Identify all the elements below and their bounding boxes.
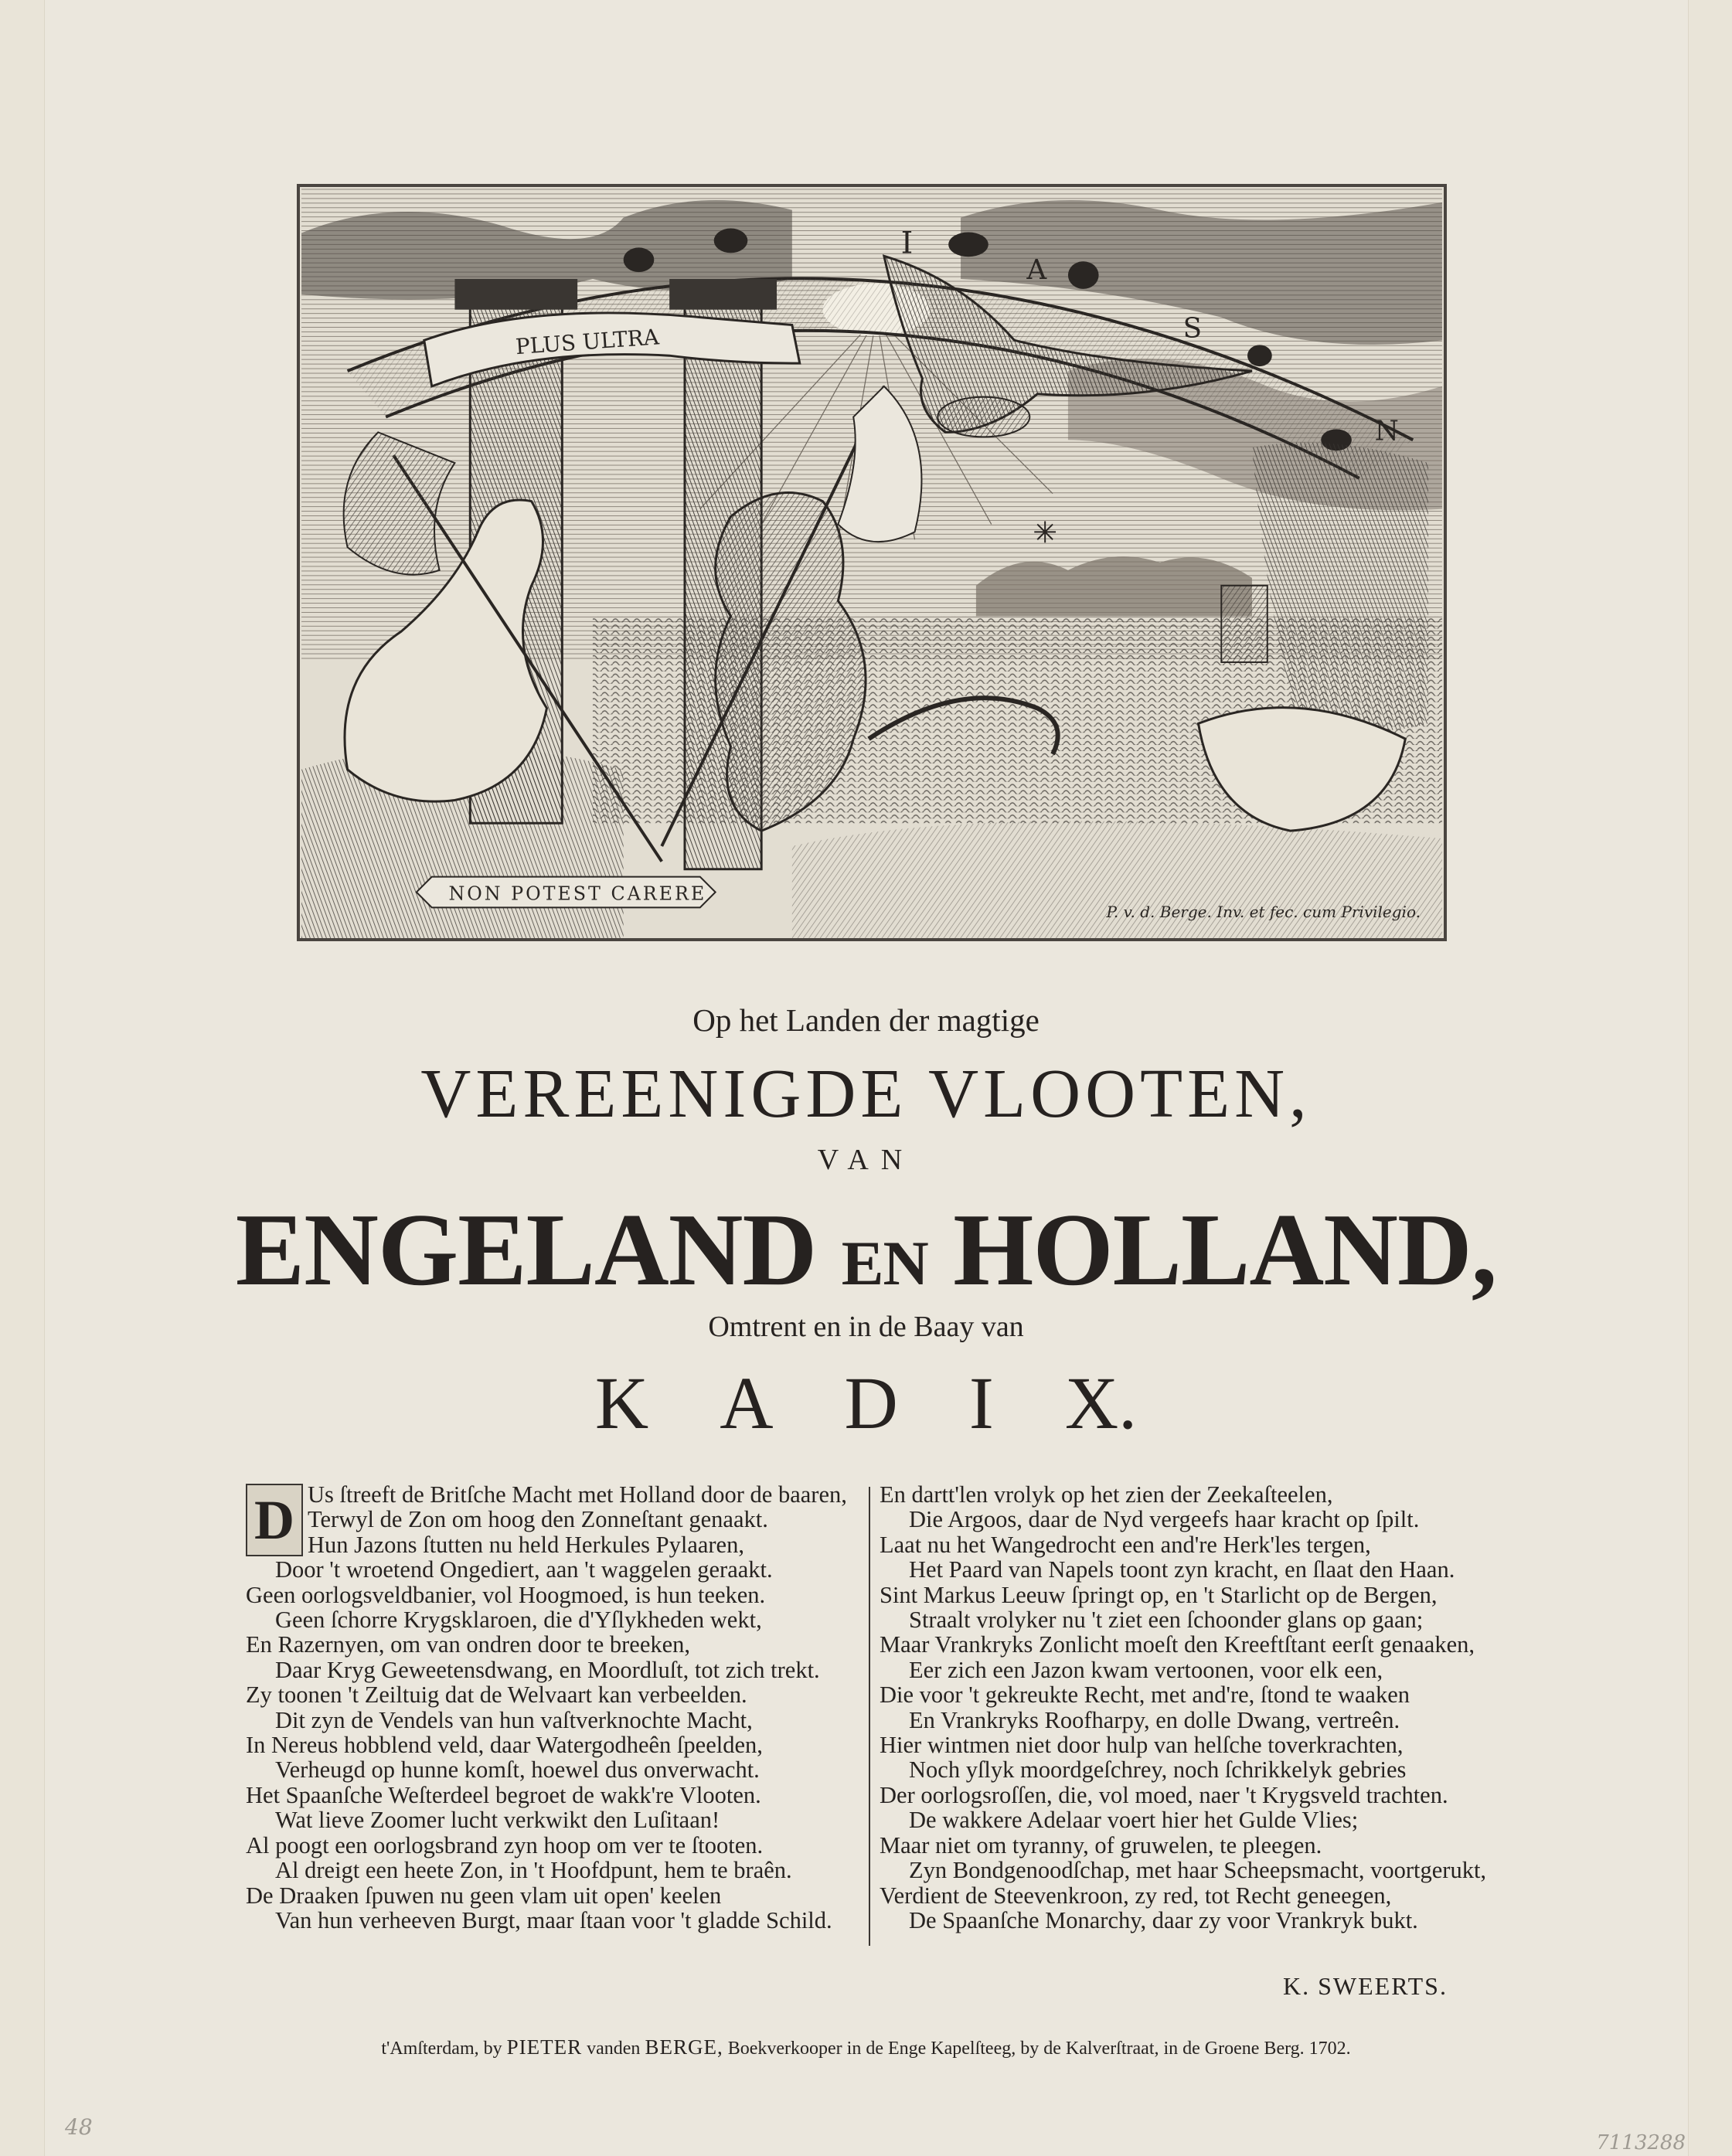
poem-line: Geen oorlogsveldbanier, vol Hoogmoed, is hun teeken. [246,1581,766,1608]
title-england: ENGELAND [235,1192,817,1307]
zodiac-sign [1068,261,1099,289]
poem-line: En Razernyen, om van ondren door te breeken, [246,1631,691,1658]
poem-line: Al poogt een oorlogsbrand zyn hoop om ver te ſtooten. [246,1831,764,1858]
castle [1221,586,1268,662]
poem-line: Van hun verheeven Burgt, maar ſtaan voor 't gladde Schild. [275,1906,832,1933]
pillar-right-capital [669,279,777,310]
poem-line: En Vrankryks Roofharpy, en dolle Dwang, vertreên. [909,1706,1400,1733]
poem [246,1482,1496,1954]
motto-text: NON POTEST CARERE [448,882,707,905]
imprint-mid: vanden [587,2039,641,2059]
imprint-printer: PIETER [506,2035,583,2059]
poem-line: En dartt'len vrolyk op het zien der Zeekaſteelen, [880,1481,1333,1508]
poem-line: Wat lieve Zoomer lucht verkwikt den Luſitaan! [275,1807,720,1834]
pillar-left-capital [454,279,577,310]
poem-line: Us ſtreeft de Britſche Macht met Holland door de baaren, [308,1481,847,1508]
poem-line: Eer zich een Jazon kwam vertoonen, voor elk een, [909,1656,1383,1683]
zodiac-sign [624,247,655,272]
zodiac-sign [948,233,988,257]
title-en: EN [841,1228,928,1298]
poem-line: De Draaken ſpuwen nu geen vlam uit open' keelen [246,1882,722,1909]
pencil-note-left: 48 [65,2114,93,2140]
title-kadix-letter: I [968,1362,994,1444]
engraving-plate [297,184,1447,941]
golden-fleece [937,397,1029,437]
title-kadix-letter: A [720,1362,774,1444]
title-kadix [0,1360,1732,1446]
title-line-1: Op het Landen der magtige [692,1002,1040,1038]
zodiac-letter: A [1026,254,1047,287]
title-line-5: Omtrent en in de Baay van [708,1311,1024,1343]
poem-line: Verheugd op hunne komſt, hoewel dus onverwacht. [275,1756,760,1784]
poem-line: Dit zyn de Vendels van hun vaſtverknochte Macht, [275,1706,753,1733]
title-holland: HOLLAND, [953,1192,1497,1307]
poem-line: De wakkere Adelaar voert hier het Gulde Vlies; [909,1807,1359,1834]
poem-line: Het Spaanſche Weſterdeel begroet de wakk're Vlooten. [246,1781,761,1808]
poem-right-column [880,1482,1490,1933]
poem-line: Verdient de Steevenkroon, zy red, tot Recht geneegen, [880,1882,1392,1909]
imprint-suffix: Boekverkooper in de Enge Kapelſteeg, by de Kalverſtraat, in de Groene Berg. 1702. [727,2039,1351,2059]
imprint-prefix: t'Amſterdam, by [381,2039,502,2059]
zodiac-letter: S [1182,312,1203,345]
poem-line: Maar Vrankryks Zonlicht moeſt den Kreeftſtant eerſt genaaken, [880,1631,1475,1658]
title-line-4 [0,1190,1732,1309]
author: K. SWEERTS. [1283,1972,1448,2000]
poem-line: Der oorlogsroſſen, die, vol moed, naer 't Krygsveld trachten. [880,1781,1448,1808]
imprint [0,2035,1732,2059]
poem-line: Die Argoos, daar de Nyd vergeefs haar kracht op ſpilt. [909,1506,1420,1533]
plate-credit: P. v. d. Berge. Inv. et fec. cum Privilegio. [1106,903,1421,921]
zodiac-letter: N [1374,415,1399,447]
engraving-illustration [300,187,1444,938]
zodiac-letter: I [900,225,914,261]
star [1034,521,1056,542]
poem-line: In Nereus hobblend veld, daar Watergodheên ſpeelden, [246,1732,763,1759]
title-line-2: VEREENIGDE VLOOTEN, [420,1056,1312,1132]
decorated-initial: D [246,1484,303,1556]
poem-left-column [246,1482,856,1933]
zodiac-sign [1247,345,1272,366]
pencil-note-right: 7113288 [1596,2131,1686,2154]
poem-line: Laat nu het Wangedrocht een and're Herk'les tergen, [880,1531,1371,1558]
plus-ultra-text: PLUS ULTRA [514,324,660,360]
title-line-3: VAN [817,1144,915,1176]
poem-line: Daar Kryg Geweetensdwang, en Moordluſt, tot zich trekt. [275,1656,820,1683]
poem-line: Hier wintmen niet door hulp van helſche toverkrachten, [880,1732,1404,1759]
title-kadix-letter: D [844,1362,898,1444]
poem-line: Terwyl de Zon om hoog den Zonneſtant genaakt. [308,1506,768,1533]
zodiac-sign [714,229,748,253]
poem-line: Straalt vrolyker nu 't ziet een ſchoonder glans op gaan; [909,1607,1424,1634]
poem-line: Noch yſlyk moordgeſchrey, noch ſchrikkelyk gebries [909,1756,1407,1784]
poem-line: Die voor 't gekreukte Recht, met and're, ſtond te waaken [880,1682,1410,1709]
imprint-printer-2: BERGE, [645,2035,723,2059]
poem-line: Sint Markus Leeuw ſpringt op, en 't Starlicht op de Bergen, [880,1581,1438,1608]
poem-line: Maar niet om tyranny, of gruwelen, te pleegen. [880,1831,1322,1858]
poem-line: Al dreigt een heete Zon, in 't Hoofdpunt, hem te braên. [275,1857,792,1884]
poem-line: Zy toonen 't Zeiltuig dat de Welvaart kan verbeelden. [246,1682,747,1709]
poem-line: Hun Jazons ſtutten nu held Herkules Pylaaren, [308,1531,744,1558]
column-divider [869,1487,870,1946]
poem-line: Het Paard van Napels toont zyn kracht, en ſlaat den Haan. [909,1556,1455,1583]
poem-line: De Spaanſche Monarchy, daar zy voor Vrankryk bukt. [909,1906,1418,1933]
poem-line: Door 't wroetend Ongediert, aan 't waggelen geraakt. [275,1556,773,1583]
mountains [976,556,1252,616]
poem-line: Zyn Bondgenoodſchap, met haar Scheepsmacht, voortgerukt, [909,1857,1487,1884]
title-kadix-letter: K [594,1362,649,1444]
title-kadix-letter: X. [1064,1362,1138,1444]
poem-line: Geen ſchorre Krygsklaroen, die d'Yſlykheden wekt, [275,1607,762,1634]
